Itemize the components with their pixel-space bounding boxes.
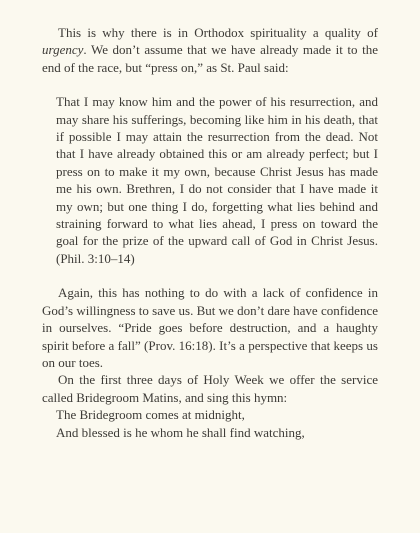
- book-page: [42, 24, 378, 441]
- paragraph-urgency-tail: . We don’t assume that we have already made it to the end of the race, but “press on,” as St. Paul said:: [42, 42, 378, 75]
- paragraph-urgency-lead: This is why there is in Orthodox spirituality a quality of: [58, 25, 378, 40]
- paragraph-holy-week: On the first three days of Holy Week we offer the service called Bridegroom Matins, and sing this hymn:: [42, 372, 378, 405]
- hymn-verse: [42, 406, 378, 441]
- block-quote-philippians: That I may know him and the power of his resurrection, and may share his sufferings, becoming like him in his death, that if possible I may attain the resurrection from the dead. Not that I have already obtained this or am already perfect; but I press on to make it my own, because Christ Jesus has made me his own. Brethren, I do not consider that I have made it my own; but one thing I do, forgetting what lies behind and straining forward to what lies ahead, I press on toward the goal for the prize of the upward call of God in Christ Jesus. (Phil. 3:10–14): [56, 94, 378, 266]
- paragraph-urgency: [42, 24, 378, 76]
- paragraph-confidence: Again, this has nothing to do with a lack of confidence in God’s willingness to save us. But we don’t dare have confidence in ourselves. “Pride goes before destruction, and a haughty spirit before a fall” (Prov. 16:18). It’s a perspective that keeps us on our toes.: [42, 285, 378, 370]
- urgency-emphasis: urgency: [42, 42, 84, 58]
- hymn-line-2: And blessed is he whom he shall find watching,: [56, 424, 305, 440]
- hymn-line-1: The Bridegroom comes at midnight,: [56, 407, 245, 423]
